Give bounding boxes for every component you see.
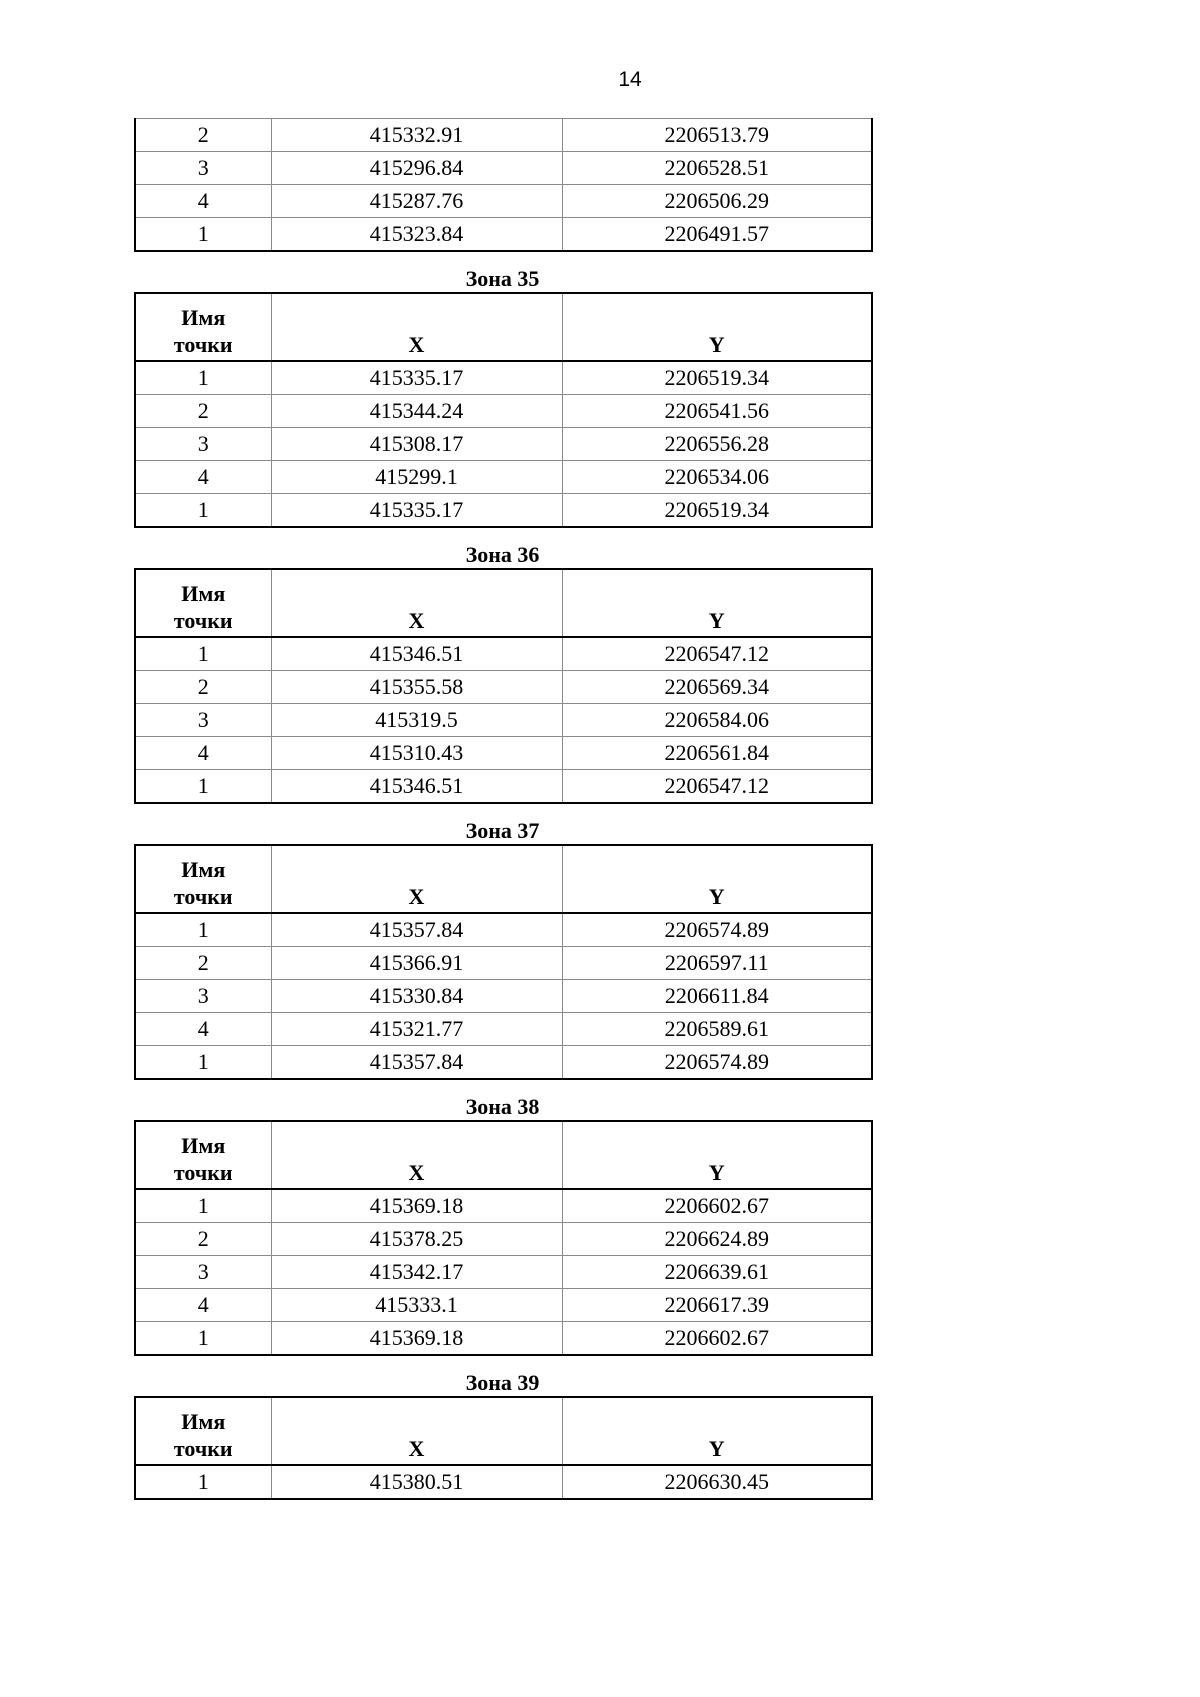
point-name-cell: 3 <box>135 1256 271 1289</box>
table-row <box>135 1223 872 1256</box>
y-cell: 2206589.61 <box>562 1013 872 1046</box>
x-cell: 415319.5 <box>271 704 562 737</box>
point-name-cell: 1 <box>135 1465 271 1499</box>
x-header: X <box>271 293 562 361</box>
zone-coordinates-table <box>134 844 873 1080</box>
y-cell: 2206611.84 <box>562 980 872 1013</box>
table-header-row <box>135 293 872 361</box>
point-name-cell: 1 <box>135 637 271 671</box>
y-cell: 2206561.84 <box>562 737 872 770</box>
x-cell: 415330.84 <box>271 980 562 1013</box>
point-name-cell: 3 <box>135 980 271 1013</box>
table-row <box>135 218 872 252</box>
point-name-cell: 2 <box>135 671 271 704</box>
zone-title: Зона 36 <box>465 542 540 567</box>
x-cell: 415357.84 <box>271 1046 562 1080</box>
table-row <box>135 395 872 428</box>
table-row <box>135 947 872 980</box>
continued-coordinates-table <box>134 118 873 252</box>
x-cell: 415335.17 <box>271 361 562 395</box>
table-row <box>135 361 872 395</box>
zone-section-38 <box>134 1094 871 1356</box>
x-cell: 415369.18 <box>271 1189 562 1223</box>
y-header: Y <box>562 293 872 361</box>
point-name-cell: 1 <box>135 913 271 947</box>
point-name-header: Имя точки <box>135 293 271 361</box>
zone-title: Зона 37 <box>465 818 540 843</box>
x-cell: 415357.84 <box>271 913 562 947</box>
y-cell: 2206541.56 <box>562 395 872 428</box>
table-header-row <box>135 1397 872 1465</box>
point-name-cell: 3 <box>135 704 271 737</box>
point-name-header: Имя точки <box>135 1121 271 1189</box>
y-header: Y <box>562 845 872 913</box>
point-name-header: Имя точки <box>135 1397 271 1465</box>
point-name-cell: 2 <box>135 395 271 428</box>
x-cell: 415355.58 <box>271 671 562 704</box>
point-name-cell: 1 <box>135 1322 271 1356</box>
x-cell: 415310.43 <box>271 737 562 770</box>
table-row <box>135 494 872 528</box>
table-row <box>135 1289 872 1322</box>
point-name-header: Имя точки <box>135 845 271 913</box>
table-header-row <box>135 845 872 913</box>
zone-section-36 <box>134 542 871 804</box>
point-name-cell: 4 <box>135 185 271 218</box>
table-row <box>135 119 872 152</box>
zone-title: Зона 39 <box>465 1370 540 1395</box>
y-cell: 2206630.45 <box>562 1465 872 1499</box>
page-number: 14 <box>618 68 642 91</box>
table-row <box>135 152 872 185</box>
y-cell: 2206506.29 <box>562 185 872 218</box>
table-row <box>135 1465 872 1499</box>
point-name-cell: 1 <box>135 770 271 804</box>
table-row <box>135 671 872 704</box>
y-cell: 2206547.12 <box>562 770 872 804</box>
x-cell: 415308.17 <box>271 428 562 461</box>
x-header: X <box>271 1121 562 1189</box>
x-cell: 415346.51 <box>271 637 562 671</box>
y-cell: 2206624.89 <box>562 1223 872 1256</box>
table-row <box>135 770 872 804</box>
table-row <box>135 1189 872 1223</box>
x-cell: 415380.51 <box>271 1465 562 1499</box>
y-cell: 2206519.34 <box>562 361 872 395</box>
point-name-cell: 4 <box>135 1013 271 1046</box>
x-cell: 415366.91 <box>271 947 562 980</box>
y-header: Y <box>562 1121 872 1189</box>
table-row <box>135 1046 872 1080</box>
x-cell: 415296.84 <box>271 152 562 185</box>
zone-section-39 <box>134 1370 871 1500</box>
y-cell: 2206534.06 <box>562 461 872 494</box>
table-row <box>135 737 872 770</box>
x-cell: 415287.76 <box>271 185 562 218</box>
table-header-row <box>135 569 872 637</box>
zone-coordinates-table <box>134 1120 873 1356</box>
table-row <box>135 428 872 461</box>
point-name-cell: 1 <box>135 1189 271 1223</box>
x-cell: 415344.24 <box>271 395 562 428</box>
point-name-cell: 3 <box>135 152 271 185</box>
point-name-header: Имя точки <box>135 569 271 637</box>
zone-coordinates-table <box>134 568 873 804</box>
table-row <box>135 1013 872 1046</box>
x-cell: 415335.17 <box>271 494 562 528</box>
y-cell: 2206602.67 <box>562 1322 872 1356</box>
x-cell: 415332.91 <box>271 119 562 152</box>
x-cell: 415342.17 <box>271 1256 562 1289</box>
zone-title: Зона 38 <box>465 1094 540 1119</box>
x-header: X <box>271 1397 562 1465</box>
point-name-cell: 1 <box>135 494 271 528</box>
table-row <box>135 913 872 947</box>
table-header-row <box>135 1121 872 1189</box>
y-cell: 2206617.39 <box>562 1289 872 1322</box>
y-header: Y <box>562 569 872 637</box>
y-cell: 2206513.79 <box>562 119 872 152</box>
y-header: Y <box>562 1397 872 1465</box>
point-name-cell: 4 <box>135 461 271 494</box>
point-name-cell: 2 <box>135 1223 271 1256</box>
point-name-cell: 2 <box>135 947 271 980</box>
x-cell: 415378.25 <box>271 1223 562 1256</box>
x-header: X <box>271 845 562 913</box>
point-name-cell: 1 <box>135 218 271 252</box>
x-cell: 415323.84 <box>271 218 562 252</box>
y-cell: 2206556.28 <box>562 428 872 461</box>
point-name-cell: 3 <box>135 428 271 461</box>
y-cell: 2206574.89 <box>562 913 872 947</box>
y-cell: 2206569.34 <box>562 671 872 704</box>
point-name-cell: 4 <box>135 737 271 770</box>
x-cell: 415299.1 <box>271 461 562 494</box>
table-row <box>135 1256 872 1289</box>
y-cell: 2206528.51 <box>562 152 872 185</box>
y-cell: 2206547.12 <box>562 637 872 671</box>
point-name-cell: 1 <box>135 361 271 395</box>
zone-section-37 <box>134 818 871 1080</box>
x-cell: 415369.18 <box>271 1322 562 1356</box>
y-cell: 2206597.11 <box>562 947 872 980</box>
zone-section-35 <box>134 266 871 528</box>
y-cell: 2206639.61 <box>562 1256 872 1289</box>
x-cell: 415346.51 <box>271 770 562 804</box>
y-cell: 2206491.57 <box>562 218 872 252</box>
zone-title: Зона 35 <box>465 266 540 291</box>
y-cell: 2206574.89 <box>562 1046 872 1080</box>
table-row <box>135 185 872 218</box>
table-row <box>135 461 872 494</box>
table-row <box>135 1322 872 1356</box>
y-cell: 2206584.06 <box>562 704 872 737</box>
point-name-cell: 4 <box>135 1289 271 1322</box>
zone-coordinates-table <box>134 1396 873 1500</box>
point-name-cell: 1 <box>135 1046 271 1080</box>
point-name-cell: 2 <box>135 119 271 152</box>
zone-coordinates-table <box>134 292 873 528</box>
x-cell: 415321.77 <box>271 1013 562 1046</box>
table-row <box>135 980 872 1013</box>
x-cell: 415333.1 <box>271 1289 562 1322</box>
y-cell: 2206519.34 <box>562 494 872 528</box>
table-row <box>135 704 872 737</box>
x-header: X <box>271 569 562 637</box>
y-cell: 2206602.67 <box>562 1189 872 1223</box>
continued-table-section <box>134 118 871 252</box>
table-row <box>135 637 872 671</box>
